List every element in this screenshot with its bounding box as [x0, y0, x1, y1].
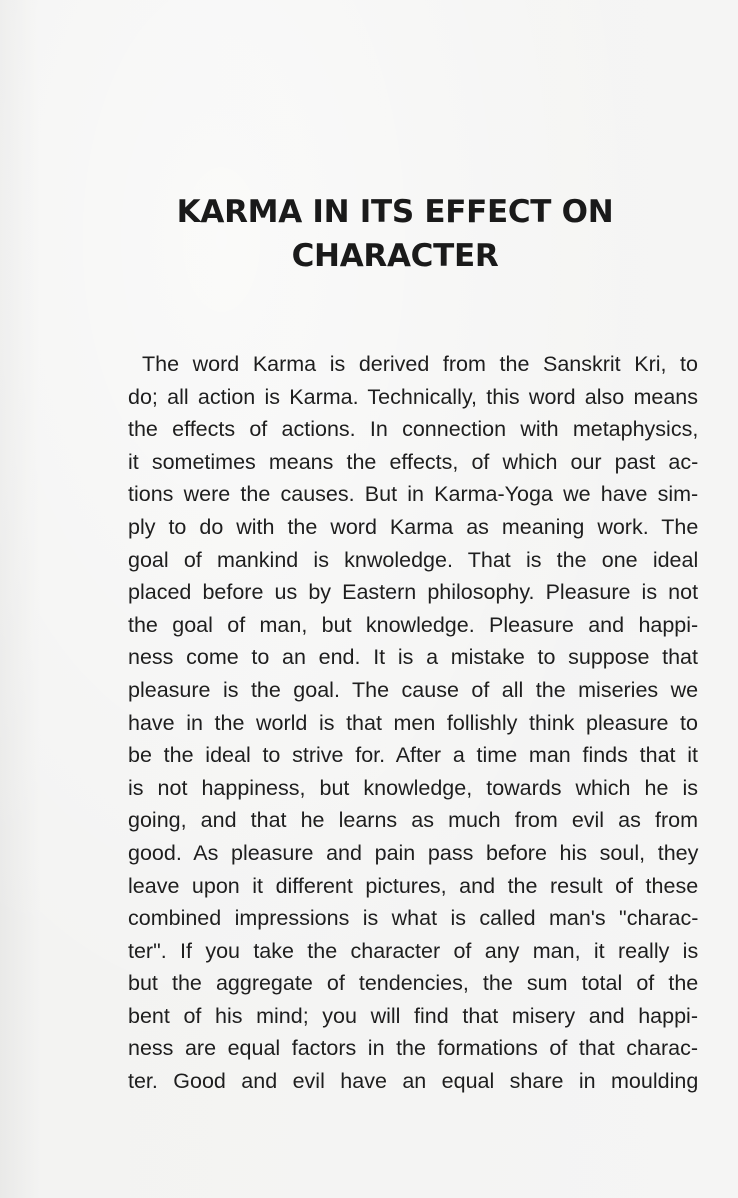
body-line: combined impressions is what is called man's "charac-	[128, 906, 699, 931]
body-line: ter. Good and evil have an equal share in moulding	[128, 1069, 699, 1094]
chapter-body	[128, 348, 698, 1098]
body-line: the effects of actions. In connection with metaphysics,	[128, 417, 699, 442]
body-line: leave upon it different pictures, and the result of these	[128, 873, 699, 898]
body-line: goal of mankind is knwoledge. That is the one ideal	[128, 547, 699, 572]
body-line: the goal of man, but knowledge. Pleasure and happi-	[128, 612, 699, 637]
body-line: ness are equal factors in the formations of that charac-	[128, 1036, 698, 1061]
chapter-title	[100, 190, 690, 278]
body-line: be the ideal to strive for. After a time man finds that it	[128, 743, 698, 768]
chapter-title-line-2: CHARACTER	[291, 238, 499, 274]
body-line: going, and that he learns as much from evil as from	[128, 808, 698, 833]
body-line: tions were the causes. But in Karma-Yoga we have sim-	[128, 482, 699, 507]
body-line: but the aggregate of tendencies, the sum total of the	[128, 971, 699, 996]
body-line: have in the world is that men follishly think pleasure to	[128, 710, 698, 735]
body-line: it sometimes means the effects, of which our past ac-	[128, 449, 699, 474]
body-line: The word Karma is derived from the Sanskrit Kri, to	[142, 352, 698, 376]
body-line: bent of his mind; you will find that misery and happi-	[128, 1003, 698, 1028]
body-line: ply to do with the word Karma as meaning work. The	[128, 514, 699, 539]
body-line: do; all action is Karma. Technically, this word also means	[128, 384, 698, 409]
body-line: is not happiness, but knowledge, towards which he is	[128, 775, 698, 800]
body-line: pleasure is the goal. The cause of all the miseries we	[128, 677, 699, 702]
body-line: ter". If you take the character of any man, it really is	[128, 938, 699, 963]
body-line: ness come to an end. It is a mistake to suppose that	[128, 645, 698, 670]
body-line: good. As pleasure and pain pass before his soul, they	[128, 840, 699, 865]
chapter-title-line-1: KARMA IN ITS EFFECT ON	[176, 194, 614, 230]
body-line: placed before us by Eastern philosophy. Pleasure is not	[128, 580, 699, 605]
